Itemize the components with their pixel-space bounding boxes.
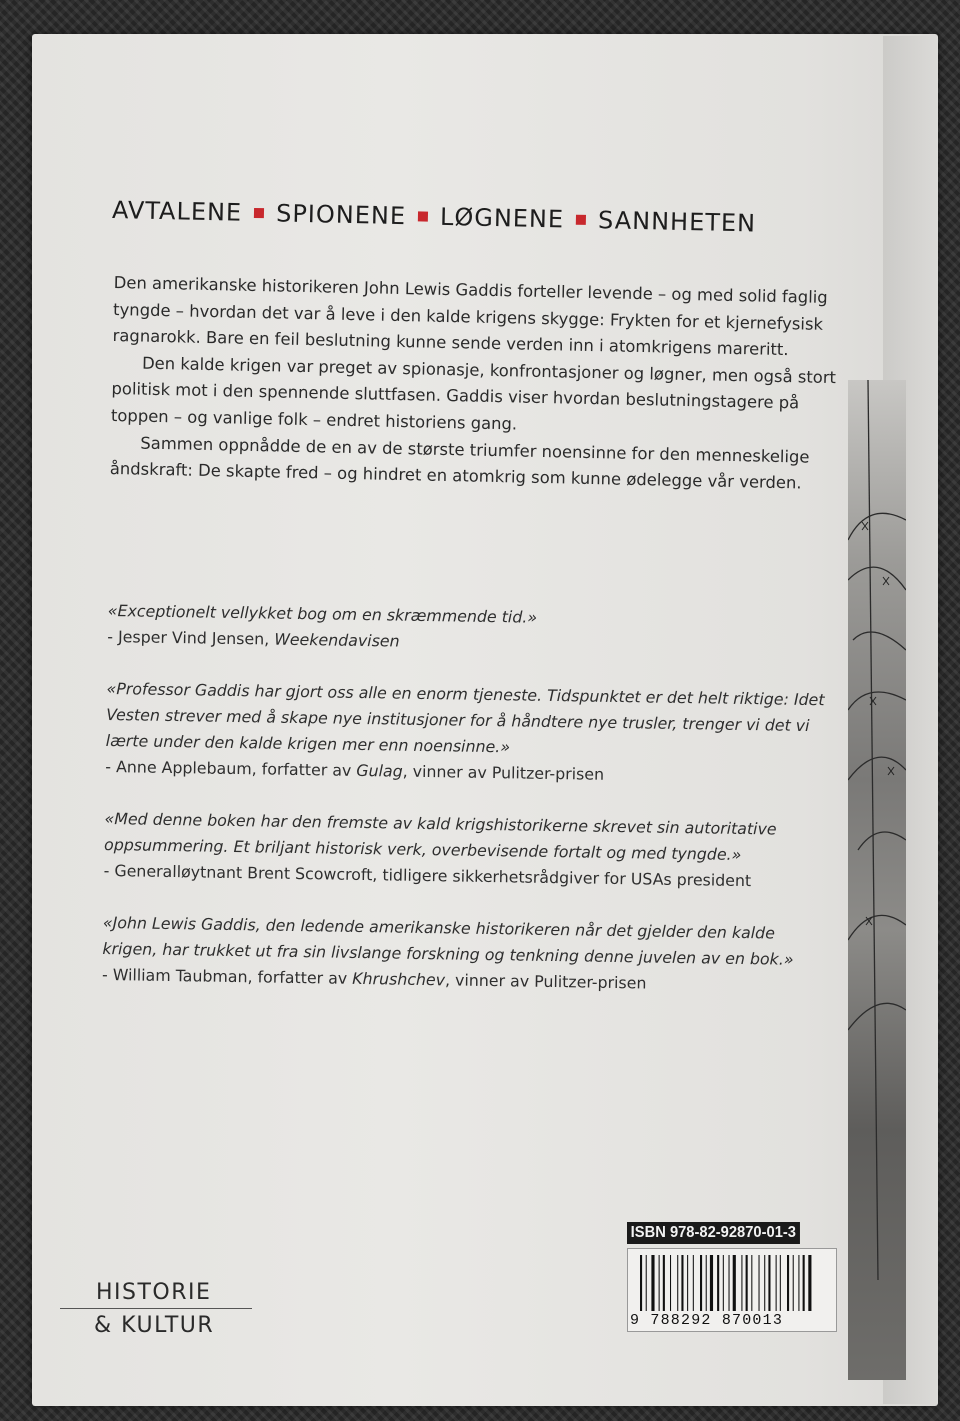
barcode-bar: [677, 1255, 678, 1311]
barcode-bar: [787, 1255, 789, 1311]
barcode-bar: [798, 1255, 799, 1311]
barcode-bar: [751, 1255, 752, 1311]
barcode-bar: [776, 1255, 777, 1311]
barcode-bar: [640, 1255, 642, 1311]
review-quotes: [101, 598, 837, 1025]
review-quote: [102, 910, 833, 999]
barcode-bar: [729, 1255, 730, 1311]
barcode-bar: [793, 1255, 794, 1311]
barcode-bar: [693, 1255, 694, 1311]
barcode-bar: [706, 1255, 707, 1311]
publisher-logo: [60, 1280, 252, 1338]
isbn-block: [627, 1222, 837, 1332]
barcode-bar: [651, 1255, 654, 1311]
quote-source: - Generalløytnant Brent Scowcroft, tidligere sikkerhetsrådgiver for USAs president: [103, 860, 752, 891]
barcode-bar: [700, 1255, 702, 1311]
barbed-wire-photo: [848, 380, 906, 1380]
barcode-bar: [717, 1255, 719, 1311]
barcode-bar: [808, 1255, 811, 1311]
description-paragraph: Sammen oppnådde de en av de største triumfer noensinne for den menneskelige åndskraft: De skapte fred – og hindret en atomkrig som kunne ødelegge vår verden.: [109, 433, 810, 493]
quote-source: - William Taubman, forfatter av Khrushchev, vinner av Pulitzer-prisen: [101, 964, 647, 993]
quote-source: - Jesper Vind Jensen, Weekendavisen: [107, 626, 400, 651]
review-quote: [104, 806, 835, 895]
barcode-bar: [759, 1255, 760, 1311]
red-square-separator: [418, 211, 428, 221]
barcode-bar: [780, 1255, 781, 1311]
quote-text: «Exceptionelt vellykket bog om en skræmmende tid.»: [107, 600, 538, 627]
tagline-word: AVTALENE: [111, 196, 243, 227]
tagline-word: SPIONENE: [275, 199, 407, 231]
barcode-bar: [803, 1255, 805, 1311]
tagline-word: LØGNENE: [439, 202, 565, 234]
publisher-rule: [60, 1308, 252, 1309]
review-quote: [107, 598, 838, 661]
barcode-bar: [768, 1255, 770, 1311]
publisher-line2: & KULTUR: [94, 1313, 215, 1338]
quote-source: - Anne Applebaum, forfatter av Gulag, vinner av Pulitzer-prisen: [105, 756, 605, 784]
book-description: [110, 270, 840, 498]
barcode-bar: [723, 1255, 724, 1311]
barcode-bar: [687, 1255, 688, 1311]
barcode: [627, 1248, 837, 1332]
barcode-number: 9 788292 870013: [630, 1312, 784, 1329]
description-paragraph: Den amerikanske historikeren John Lewis Gaddis forteller levende – og med solid faglig tyngde – hvordan det var å leve i den kalde krigens skygge: Frykten for et kjernefysisk ragnarokk. Bare en feil beslutning kunne sende verden inn i atomkrigens mareritt.: [112, 272, 828, 360]
isbn-label: ISBN 978-82-92870-01-3: [627, 1222, 800, 1244]
quote-text: «Med denne boken har den fremste av kald krigshistorikerne skrevet sin autoritative oppsummering. Et briljant historisk verk, overbevisende fortalt og med tyngde.»: [103, 808, 777, 864]
barcode-bar: [741, 1255, 742, 1311]
quote-text: «John Lewis Gaddis, den ledende amerikanske historikeren når det gjelder den kalde krigen, har trukket ut fra sin livslange forskning og tenkning denne juvelen av en bok.»: [102, 912, 794, 969]
barcode-bar: [663, 1255, 665, 1311]
review-quote: [105, 676, 837, 791]
barcode-bar: [733, 1255, 736, 1311]
red-square-separator: [254, 208, 264, 218]
quote-text: «Professor Gaddis har gjort oss alle en enorm tjeneste. Tidspunktet er det helt riktige: Idet Vesten strever med å skape nye institusjoner for å håndtere nye trusler, trenger vi det vi lærte under den kalde krigen mer enn noensinne.»: [105, 678, 825, 757]
publisher-line1: HISTORIE: [96, 1280, 212, 1305]
barcode-bar: [710, 1255, 713, 1311]
barcode-bar: [764, 1255, 765, 1311]
tagline-word: SANNHETEN: [597, 206, 757, 238]
barcode-bar: [670, 1255, 671, 1311]
barcode-bar: [681, 1255, 683, 1311]
barcode-bar: [659, 1255, 660, 1311]
barcode-bar: [646, 1255, 647, 1311]
barcode-bars: [640, 1255, 826, 1311]
description-paragraph: Den kalde krigen var preget av spionasje, konfrontasjoner og løgner, men også stort politisk mot i den spennende sluttfasen. Gaddis viser hvordan beslutningstagere på toppen – og vanlige folk – endret historiens gang.: [110, 353, 837, 434]
barcode-bar: [746, 1255, 748, 1311]
red-square-separator: [576, 215, 586, 225]
